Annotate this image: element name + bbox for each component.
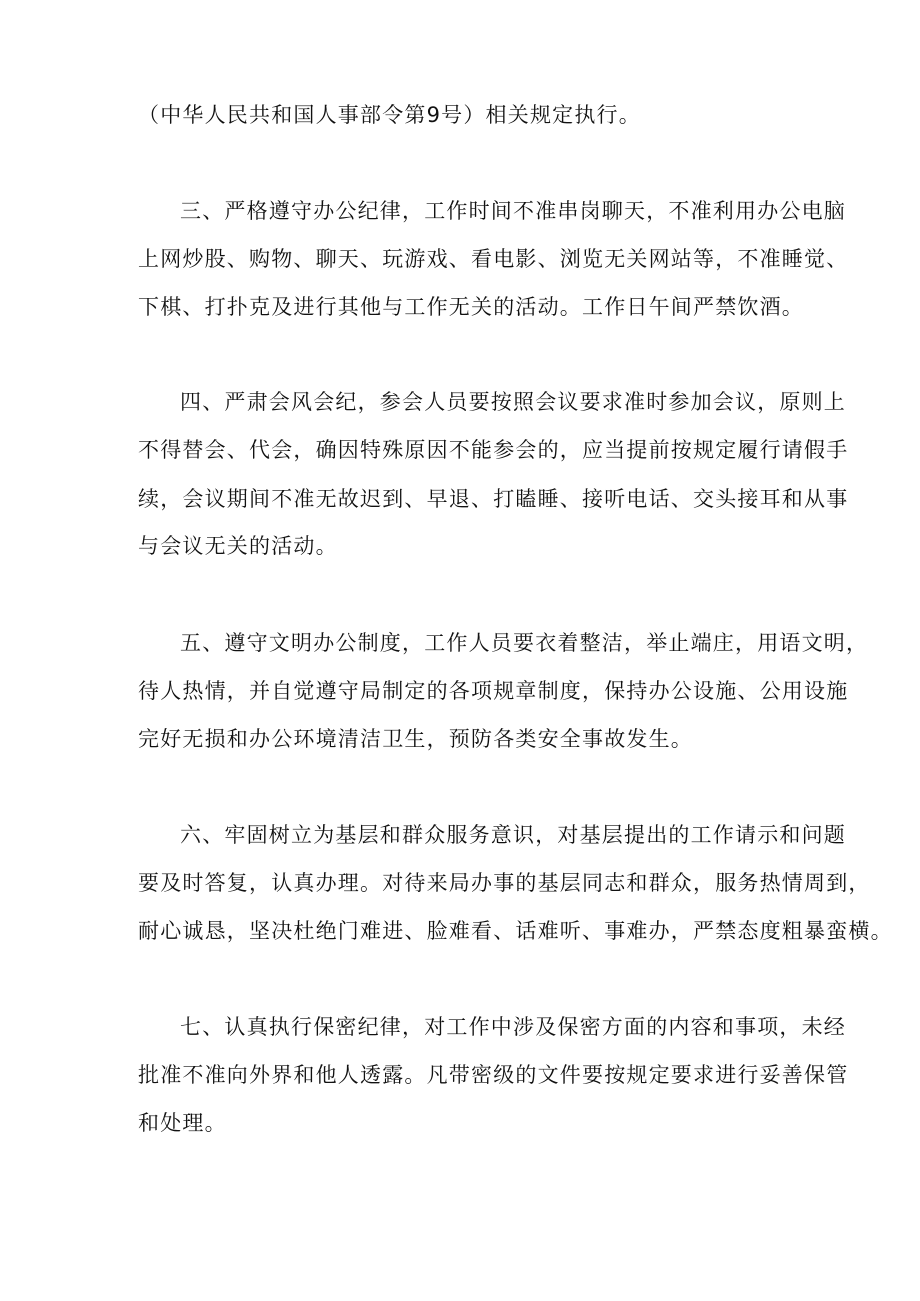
paragraph-6-line-1: 六、牢固树立为基层和群众服务意识，对基层提出的工作请示和问题 — [180, 823, 846, 847]
paragraph-4-line-3: 续，会议期间不准无故迟到、早退、打瞌睡、接听电话、交头接耳和从事 — [138, 487, 849, 511]
continuation-line-1: （中华人民共和国人事部令第9号）相关规定执行。 — [138, 103, 641, 127]
paragraph-3-line-1: 三、严格遵守办公纪律，工作时间不准串岗聊天，不准利用办公电脑 — [180, 199, 846, 223]
paragraph-6-line-3: 耐心诚恳，坚决杜绝门难进、脸难看、话难听、事难办，严禁态度粗暴蛮横。 — [138, 919, 893, 943]
paragraph-4-line-4: 与会议无关的活动。 — [138, 534, 338, 558]
paragraph-7-line-1: 七、认真执行保密纪律，对工作中涉及保密方面的内容和事项，未经 — [180, 1015, 846, 1039]
paragraph-7-line-3: 和处理。 — [138, 1111, 227, 1135]
paragraph-4-line-1: 四、严肃会风会纪，参会人员要按照会议要求准时参加会议，原则上 — [180, 390, 846, 414]
paragraph-7-line-2: 批准不准向外界和他人透露。凡带密级的文件要按规定要求进行妥善保管 — [138, 1063, 849, 1087]
paragraph-5-line-3: 完好无损和办公环境清洁卫生，预防各类安全事故发生。 — [138, 727, 693, 751]
paragraph-5-line-2: 待人热情，并自觉遵守局制定的各项规章制度，保持办公设施、公用设施 — [138, 679, 849, 703]
paragraph-3-line-3: 下棋、打扑克及进行其他与工作无关的活动。工作日午间严禁饮酒。 — [138, 295, 804, 319]
paragraph-4-line-2: 不得替会、代会，确因特殊原因不能参会的，应当提前按规定履行请假手 — [138, 438, 849, 462]
paragraph-5-line-1: 五、遵守文明办公制度，工作人员要衣着整洁，举止端庄，用语文明， — [180, 631, 869, 655]
paragraph-3-line-2: 上网炒股、购物、聊天、玩游戏、看电影、浏览无关网站等，不准睡觉、 — [138, 247, 849, 271]
paragraph-6-line-2: 要及时答复，认真办理。对待来局办事的基层同志和群众，服务热情周到， — [138, 871, 871, 895]
